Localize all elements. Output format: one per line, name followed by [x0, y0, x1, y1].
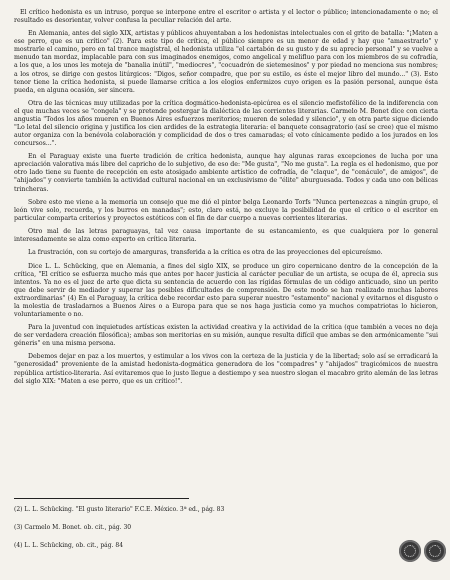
paragraph-4: En el Paraguay existe una fuerte tradición de crítica hedonista, aunque hay algunas raras excepciones de lucha por una apreciación valorativa más libre del capricho de lo subjetivo, de eso de: "Me gusta", "No me gusta". La regla es el hedonismo, que por otro lado tiene su fuente de recepción en este atosigado ambiente artístico de cofradía, de "claque", de "cenáculo", de amigos", de "ahijados" y convierte también la actividad cultural nacional en un exclusivismo de "élite" aburguesada. Todos y cada uno con bélicas trincheras. [14, 153, 438, 193]
stamp-seal-icon [399, 540, 421, 562]
paragraph-10: Debemos dejar en paz a los muertos, y estimular a los vivos con la certeza de la justicia y de la libertad; solo así se erradicará la "generosidad" proveniente de la amistad hedonista-dogmática generadora de los "compadres" y "ahijados" tragicómicos de nuestra república artístico-literaria. Así evitaremos que lo justo llegue a destiempo y sea nuestro slogan el macabro grito alemán de las letras del siglo XIX: "Maten a ese perro, que es un crítico!". [14, 353, 438, 385]
footnotes [14, 506, 314, 560]
paragraph-6: Otro mal de las letras paraguayas, tal vez causa importante de su estancamiento, es que cualquiera por lo general interesadamente se alza como experto en crítica literaria. [14, 228, 438, 244]
footnote-3: (3) Carmelo M. Bonet. ob. cit., pág. 30 [14, 524, 132, 531]
footnote-2: (2) L. L. Schücking. "El gusto literario" F.C.E. México. 3ª ed., pág. 83 [14, 506, 225, 513]
footnote-4: (4) L. L. Schücking, ob. cit., pág. 84 [14, 542, 124, 549]
body-text [14, 9, 438, 386]
paragraph-2: En Alemania, antes del siglo XIX, artistas y públicos ahuyentaban a los hedonistas intelectuales con el grito de batalla: "¡Maten a ese perro, que es un crítico" (2). Para este tipo de crítica, el público siempre es un menor de edad y hay que "amaestrarlo" y mostrarle el camino, pero en tal trance magistral, el hedonista utiliza "el cartabón de su gusto y de su aprecio personal" y se vuelve a menudo tan mordaz, implacable para con sus imaginados enemigos, como angelical y melifluo para con los miembros de su cofradía, a los que, a los unos les moteja de "banalia inútil", "mediocres", "cocuadrón de sietemesinos" y por piedad no menciona sus nombres; a los otros, se dirige con gestos litúrgicos: "Digos, señor compadre, que por su estilo, es éste el mejor libro del mundo..." (3). Esto tenor tiene la crítica hedonista, si puede llamarse crítica a los elogios enfermizos cuyo origen es la pasión personal, aunque ésta pueda, en alguna ocasión, ser sincera. [14, 30, 438, 94]
stamp-seal-icon [424, 540, 446, 562]
footnote-divider [14, 498, 189, 499]
paragraph-5: Sobre esto me viene a la memoria un consejo que me dió el pintor belga Leonardo Torfs "Nunca pertenezcas a ningún grupo, el león vive solo, recuerda, y los burros en manadas"; esto, claro está, no excluye la posibilidad de que el crítico o el escritor en particular comparta criterios y proyectos estéticos con el fin de dar cuerpo a nuevas corrientes literarias. [14, 198, 438, 222]
paragraph-7: La frustración, con su cortejo de amarguras, transferida a la crítica es otra de las proyecciones del epicureísmo. [28, 249, 383, 257]
paragraph-9: Para la juventud con inquietudes artísticas existen la actividad creativa y la actividad de la crítica (que también a veces no deja de ser verdadera creación filosófica); ambas son meritorias en su misión, aunque resulta difícil que ambas se den armónicamente "sui géneris" en una misma persona. [14, 324, 438, 348]
paragraph-1: El crítico hedonista es un intruso, porque se interpone entre el escritor o artista y el lector o público; intencionadamente o no; el resultado es desorientar, volver confusa la peculiar relación del arte. [14, 9, 438, 25]
paragraph-3: Otra de las técnicas muy utilizadas por la crítica dogmático-hedonista-epicúrea es el silencio mefistofélico de la indiferencia con el que muchas veces se "congela" y se pretende postergar la dialéctica de las corrientes literarias. Carmelo M. Bonet dice con cierta angustia "Todos los años mueren en Buenos Aires esfuerzos meritorios; mueren de soledad y silencio", y en otra parte sigue diciendo "Lo letal del silencio origina y justifica los cien ardides de la estrategia literaria: el banquete consagratorio (así se cree) que el mismo autor organiza con la benévola colaboración y complicidad de dos o tres camaradas; el voto cínicamente pedido a los jurados en los concursos...". [14, 99, 438, 148]
paragraph-8: Dice L. L. Schücking, que en Alemania, a fines del siglo XIX, se produce un giro copernicano dentro de la concepción de la crítica, "El crítico se esfuerza mucho más que antes por hacer justicia al carácter peculiar de un artista, se ocupa de él, aprecia sus intentos. Ya no es el juez de arte que dicta su sentencia de acuerdo con las rígidas fórmulas de un código anticuado, sino un perito que debe servir de mediador y superar las posibles dificultades de comprensión. De este modo se han realizado muchas labores extraordinarias" (4) En el Paraguay, la crítica debe recordar esto para superar nuestro "estamento" nacional y evitarnos el disgusto o la molestia de trasladarnos a Buenos Aires o a Europa para que se nos haga justicia como ya muchos compatriotas lo hicieron, voluntariamente o no. [14, 262, 438, 318]
